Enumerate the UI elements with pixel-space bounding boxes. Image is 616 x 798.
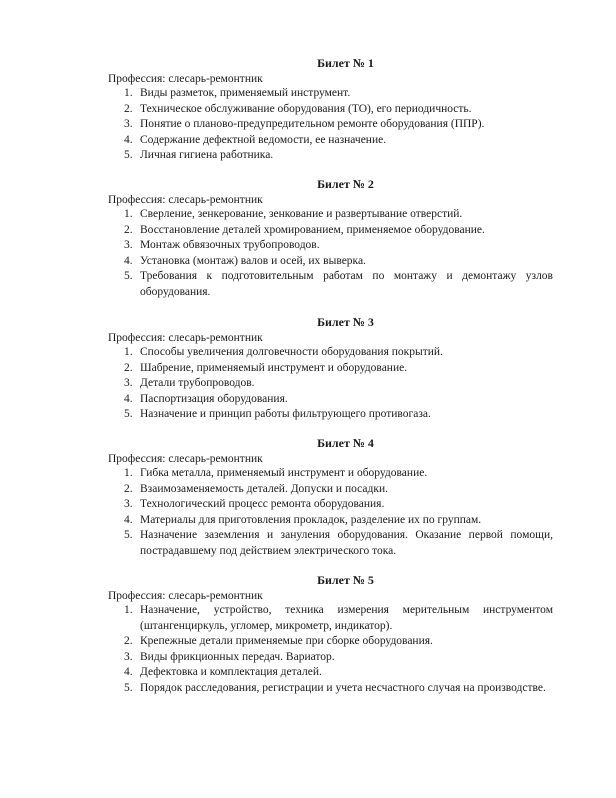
ticket-title: Билет № 2	[317, 177, 374, 191]
question-text: Восстановление деталей хромированием, применяемое оборудование.	[140, 223, 485, 236]
question-item	[108, 513, 553, 529]
question-item	[108, 603, 553, 634]
question-number: 2.	[124, 482, 133, 495]
question-item	[108, 376, 553, 392]
question-text: Крепежные детали применяемые при сборке оборудования.	[140, 635, 433, 647]
question-list	[108, 466, 553, 559]
question-number: 3.	[124, 118, 133, 130]
question-item	[108, 148, 553, 164]
question-item	[108, 269, 553, 300]
profession-line: Профессия: слесарь-ремонтник	[108, 73, 263, 85]
question-text: Порядок расследования, регистрации и учета несчастного случая на производстве.	[140, 681, 546, 694]
question-text: Технологический процесс ремонта оборудования.	[140, 498, 385, 510]
question-list	[108, 345, 553, 423]
question-item	[108, 102, 553, 118]
question-text: Техническое обслуживание оборудования (ТО), его периодичность.	[140, 102, 472, 115]
question-number: 2.	[124, 635, 133, 647]
profession-line: Профессия: слесарь-ремонтник	[108, 194, 263, 206]
question-item	[108, 650, 553, 666]
question-item	[108, 392, 553, 408]
question-list	[108, 207, 553, 300]
ticket-2	[108, 177, 553, 300]
question-item	[108, 681, 553, 697]
ticket-5	[108, 573, 553, 696]
question-text: Гибка металла, применяемый инструмент и оборудование.	[140, 467, 428, 479]
question-text: Виды фрикционных передач. Вариатор.	[140, 650, 335, 663]
question-item	[108, 466, 553, 482]
profession-line: Профессия: слесарь-ремонтник	[108, 332, 263, 344]
ticket-4	[108, 436, 553, 559]
question-number: 4.	[124, 392, 133, 405]
question-text: Взаимозаменяемость деталей. Допуски и посадки.	[140, 482, 388, 495]
question-item	[108, 133, 553, 149]
question-text: Назначение и принцип работы фильтрующего противогаза.	[140, 408, 431, 420]
question-number: 3.	[124, 498, 133, 510]
question-number: 3.	[124, 650, 133, 663]
question-text: Личная гигиена работника.	[140, 149, 274, 161]
question-item	[108, 407, 553, 423]
question-number: 4.	[124, 254, 133, 267]
question-item	[108, 117, 553, 133]
question-number: 4.	[124, 513, 133, 526]
question-number: 2.	[124, 361, 133, 374]
question-number: 5.	[124, 149, 133, 161]
question-item	[108, 207, 553, 223]
question-item	[108, 238, 553, 254]
question-number: 1.	[124, 467, 133, 479]
ticket-title: Билет № 4	[317, 436, 374, 450]
question-item	[108, 497, 553, 513]
question-item	[108, 361, 553, 377]
question-item	[108, 482, 553, 498]
question-text: Содержание дефектной ведомости, ее назначение.	[140, 133, 387, 146]
question-item	[108, 223, 553, 239]
ticket-1	[108, 56, 553, 164]
question-text: Монтаж обвязочных трубопроводов.	[140, 239, 320, 251]
question-text: Установка (монтаж) валов и осей, их выверка.	[140, 254, 366, 267]
question-number: 3.	[124, 377, 133, 389]
question-list	[108, 603, 553, 696]
question-item	[108, 86, 553, 102]
question-text: Материалы для приготовления прокладок, разделение их по группам.	[140, 513, 482, 526]
question-number: 5.	[124, 681, 133, 694]
question-number: 1.	[124, 346, 133, 358]
question-text: Паспортизация оборудования.	[140, 392, 288, 405]
ticket-title: Билет № 1	[317, 56, 374, 70]
question-number: 2.	[124, 102, 133, 115]
question-item	[108, 254, 553, 270]
question-number: 4.	[124, 133, 133, 146]
question-number: 3.	[124, 239, 133, 251]
profession-line: Профессия: слесарь-ремонтник	[108, 453, 263, 465]
ticket-3	[108, 315, 553, 423]
ticket-title: Билет № 3	[317, 315, 374, 329]
profession-line: Профессия: слесарь-ремонтник	[108, 590, 263, 602]
question-text: Дефектовка и комплектация деталей.	[140, 666, 322, 678]
question-text: Детали трубопроводов.	[140, 377, 255, 389]
question-number: 5.	[124, 408, 133, 420]
question-list	[108, 86, 553, 164]
question-item	[108, 665, 553, 681]
question-item	[108, 528, 553, 559]
question-number: 1.	[124, 604, 133, 616]
question-number: 2.	[124, 223, 133, 236]
question-number: 1.	[124, 87, 133, 99]
question-number: 4.	[124, 666, 133, 678]
question-number: 5.	[124, 529, 133, 541]
question-text: Виды разметок, применяемый инструмент.	[140, 87, 351, 99]
question-number: 5.	[124, 270, 133, 282]
question-text: Назначение, устройство, техника измерения мерительным инструментом (штангенциркуль, угломер, микрометр, индикатор).	[140, 604, 553, 632]
ticket-title: Билет № 5	[317, 573, 374, 587]
question-text: Назначение заземления и зануления оборудования. Оказание первой помощи, пострадавшему под действием электрического тока.	[140, 529, 553, 557]
question-item	[108, 345, 553, 361]
question-text: Способы увеличения долговечности оборудования покрытий.	[140, 346, 443, 358]
question-item	[108, 634, 553, 650]
question-text: Шабрение, применяемый инструмент и оборудование.	[140, 361, 408, 374]
question-text: Сверление, зенкерование, зенкование и развертывание отверстий.	[140, 208, 463, 220]
question-number: 1.	[124, 208, 133, 220]
question-text: Требования к подготовительным работам по монтажу и демонтажу узлов оборудования.	[140, 270, 553, 298]
question-text: Понятие о планово-предупредительном ремонте оборудования (ППР).	[140, 118, 485, 130]
